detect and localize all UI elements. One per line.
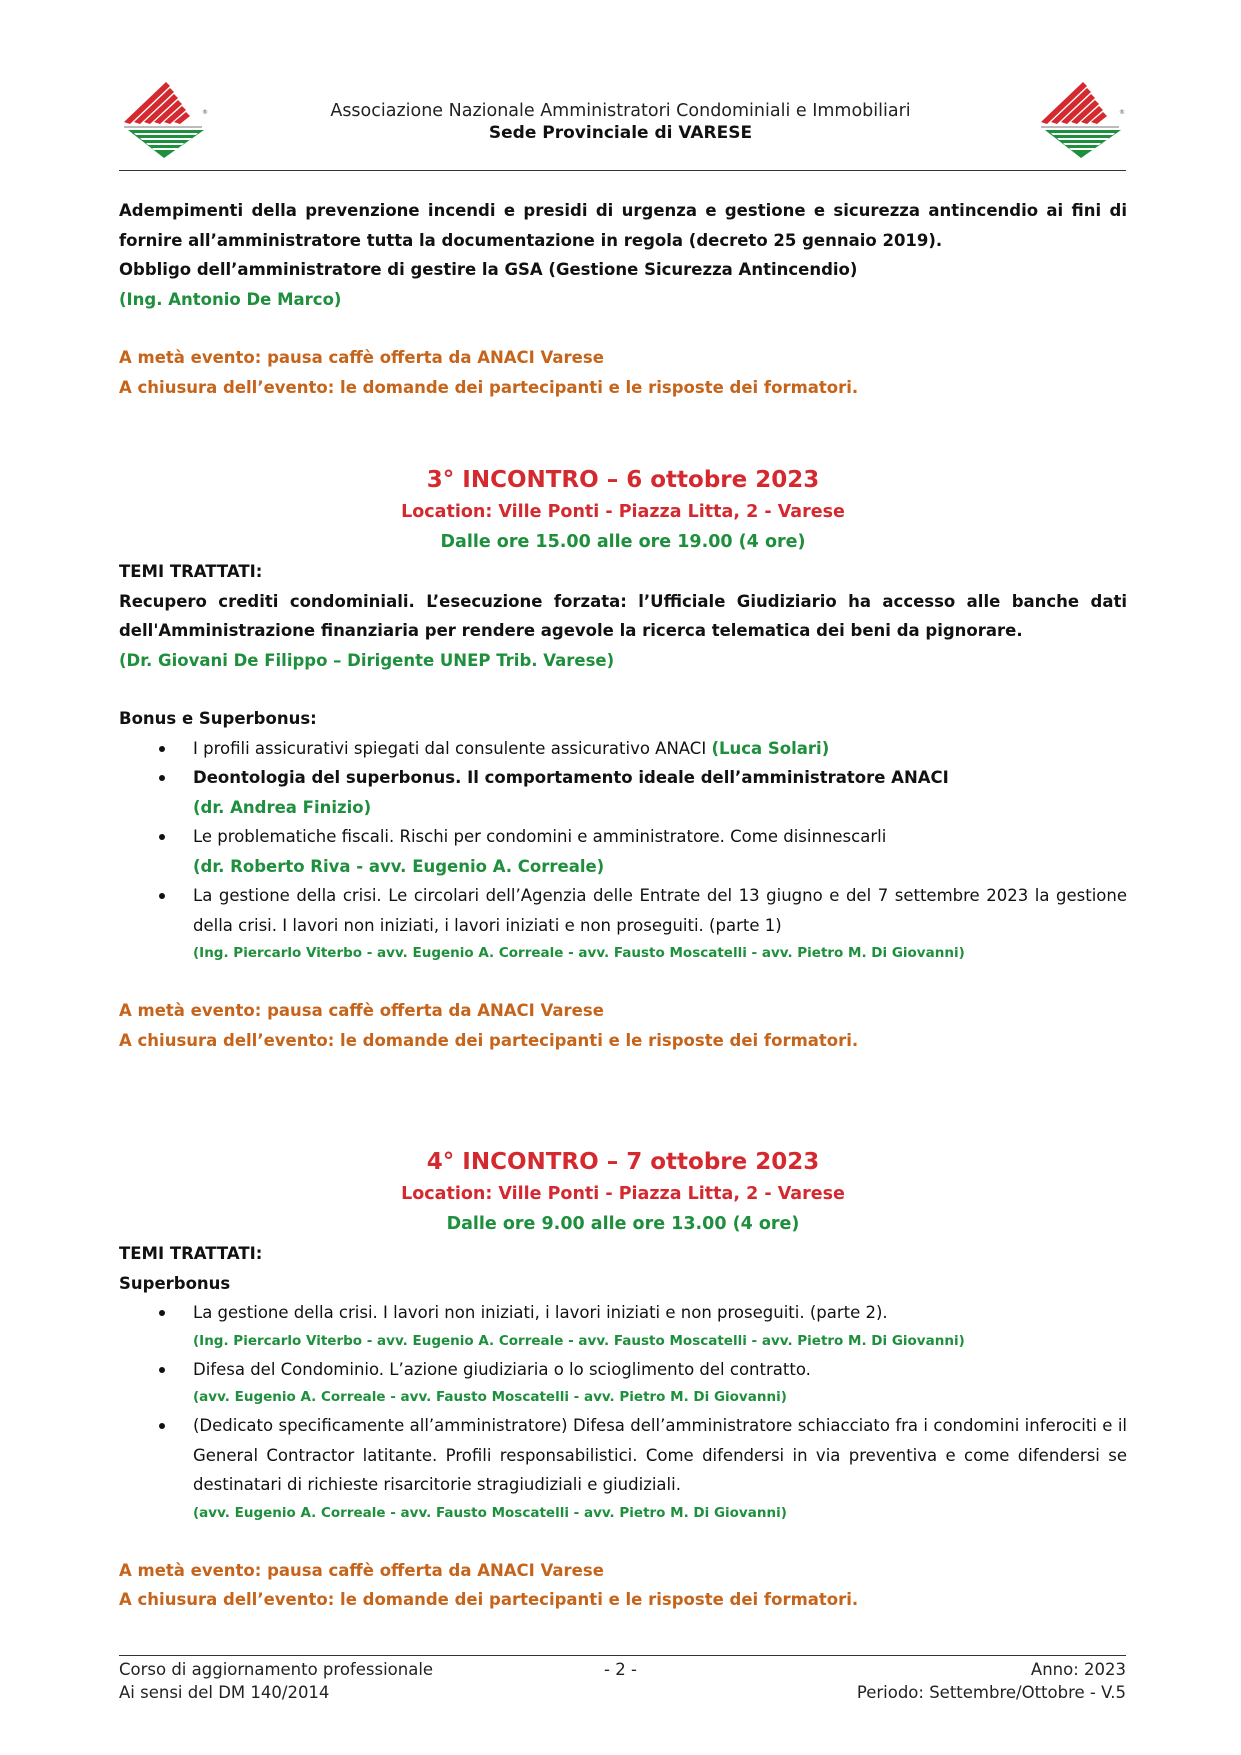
list-item-text: Difesa del Condominio. L’azione giudiziaria o lo scioglimento del contratto. [193, 1359, 811, 1379]
speaker-name: (Ing. Antonio De Marco) [119, 289, 342, 309]
list-item [119, 1355, 1127, 1412]
list-item [119, 763, 1127, 822]
bullet-icon [159, 1310, 165, 1316]
svg-text:®: ® [202, 109, 208, 116]
meeting-hours: Dalle ore 9.00 alle ore 13.00 (4 ore) [446, 1214, 800, 1234]
speaker-name: (Ing. Piercarlo Viterbo - avv. Eugenio A. Correale - avv. Fausto Moscatelli - avv. Pietro M. Di Giovanni) [193, 1332, 965, 1349]
list-item [119, 881, 1127, 967]
list-item [119, 1298, 1127, 1355]
list-item [119, 734, 1127, 764]
closing-note: A chiusura dell’evento: le domande dei partecipanti e le risposte dei formatori. [119, 377, 859, 397]
bullet-icon [159, 746, 165, 752]
list-item-text: La gestione della crisi. I lavori non iniziati, i lavori iniziati e non proseguiti. (parte 2). [193, 1303, 888, 1322]
svg-text:®: ® [1119, 109, 1125, 116]
section-label: Bonus e Superbonus: [119, 709, 317, 728]
break-note: A metà evento: pausa caffè offerta da ANACI Varese [119, 1001, 604, 1020]
intro-paragraph: Adempimenti della prevenzione incendi e presidi di urgenza e gestione e sicurezza antincendio ai fini di fornire all’amministratore tutta la documentazione in regola (decreto 25 gennaio 2019). [119, 201, 1127, 250]
speaker-name: (avv. Eugenio A. Correale - avv. Fausto Moscatelli - avv. Pietro M. Di Giovanni) [193, 1504, 787, 1521]
meeting-hours: Dalle ore 15.00 alle ore 19.00 (4 ore) [440, 532, 806, 552]
topic-list [119, 734, 1127, 968]
footer-course: Corso di aggiornamento professionale [119, 1660, 434, 1679]
bullet-icon [159, 834, 165, 840]
speaker-name: (Ing. Piercarlo Viterbo - avv. Eugenio A. Correale - avv. Fausto Moscatelli - avv. Pietro M. Di Giovanni) [193, 945, 965, 961]
topics-label: TEMI TRATTATI: [119, 562, 263, 581]
meeting-title: 4° INCONTRO – 7 ottobre 2023 [426, 1149, 820, 1175]
footer-law: Ai sensi del DM 140/2014 [119, 1683, 330, 1702]
meeting-title: 3° INCONTRO – 6 ottobre 2023 [426, 467, 820, 493]
speaker-name: (Luca Solari) [711, 738, 830, 758]
list-item-text: (Dedicato specificamente all’amministratore) Difesa dell’amministratore schiacciato fra i condomini inferociti e il General Contractor latitante. Profili responsabilistici. Come difendersi in via preventiva e come difendersi se destinatari di richieste risarcitorie stragiudiziali e giudiziali. [193, 1416, 1127, 1494]
speaker-name: (Dr. Giovani De Filippo – Dirigente UNEP Trib. Varese) [119, 650, 615, 670]
list-item-text: La gestione della crisi. Le circolari dell’Agenzia delle Entrate del 13 giugno e del 7 settembre 2023 la gestione della crisi. I lavori non iniziati, i lavori iniziati e non proseguiti. (parte 1) [193, 886, 1127, 935]
document-body [119, 196, 1127, 1615]
header-divider [119, 170, 1126, 171]
bullet-icon [159, 775, 165, 781]
section-label: Superbonus [119, 1273, 231, 1293]
meeting-location: Location: Ville Ponti - Piazza Litta, 2 - Varese [401, 1184, 845, 1204]
list-item [119, 822, 1127, 881]
list-item-text: I profili assicurativi spiegati dal consulente assicurativo ANACI [193, 738, 712, 758]
intro-paragraph: Obbligo dell’amministratore di gestire la GSA (Gestione Sicurezza Antincendio) [119, 260, 858, 279]
page-number: - 2 - [604, 1660, 637, 1679]
list-item-text: Le problematiche fiscali. Rischi per condomini e amministratore. Come disinnescarli [193, 827, 887, 846]
footer-period: Periodo: Settembre/Ottobre - V.5 [856, 1683, 1126, 1702]
office-name: Sede Provinciale di VARESE [488, 123, 753, 143]
break-note: A metà evento: pausa caffè offerta da ANACI Varese [119, 348, 604, 367]
break-note: A metà evento: pausa caffè offerta da ANACI Varese [119, 1560, 604, 1580]
list-item-text: Deontologia del superbonus. Il comportamento ideale dell’amministratore ANACI [193, 768, 949, 787]
closing-note: A chiusura dell’evento: le domande dei partecipanti e le risposte dei formatori. [119, 1590, 859, 1609]
bullet-icon [159, 893, 165, 899]
footer-divider [119, 1655, 1126, 1656]
footer-right [857, 1658, 1126, 1704]
topics-label: TEMI TRATTATI: [119, 1244, 263, 1263]
list-item [119, 1411, 1127, 1527]
speaker-name: (dr. Roberto Riva - avv. Eugenio A. Correale) [193, 856, 605, 876]
bullet-icon [159, 1367, 165, 1373]
bullet-icon [159, 1423, 165, 1429]
closing-note: A chiusura dell’evento: le domande dei partecipanti e le risposte dei formatori. [119, 1030, 859, 1050]
speaker-name: (dr. Andrea Finizio) [193, 797, 372, 817]
topic-paragraph: Recupero crediti condominiali. L’esecuzione forzata: l’Ufficiale Giudiziario ha accesso alle banche dati dell'Amministrazione finanziaria per rendere agevole la ricerca telematica dei beni da pignorare. [119, 591, 1127, 640]
footer-year: Anno: 2023 [1030, 1660, 1126, 1679]
topic-list [119, 1298, 1127, 1527]
speaker-name: (avv. Eugenio A. Correale - avv. Fausto Moscatelli - avv. Pietro M. Di Giovanni) [193, 1389, 787, 1405]
association-name: Associazione Nazionale Amministratori Condominiali e Immobiliari [330, 101, 911, 121]
meeting-location: Location: Ville Ponti - Piazza Litta, 2 - Varese [401, 502, 845, 522]
